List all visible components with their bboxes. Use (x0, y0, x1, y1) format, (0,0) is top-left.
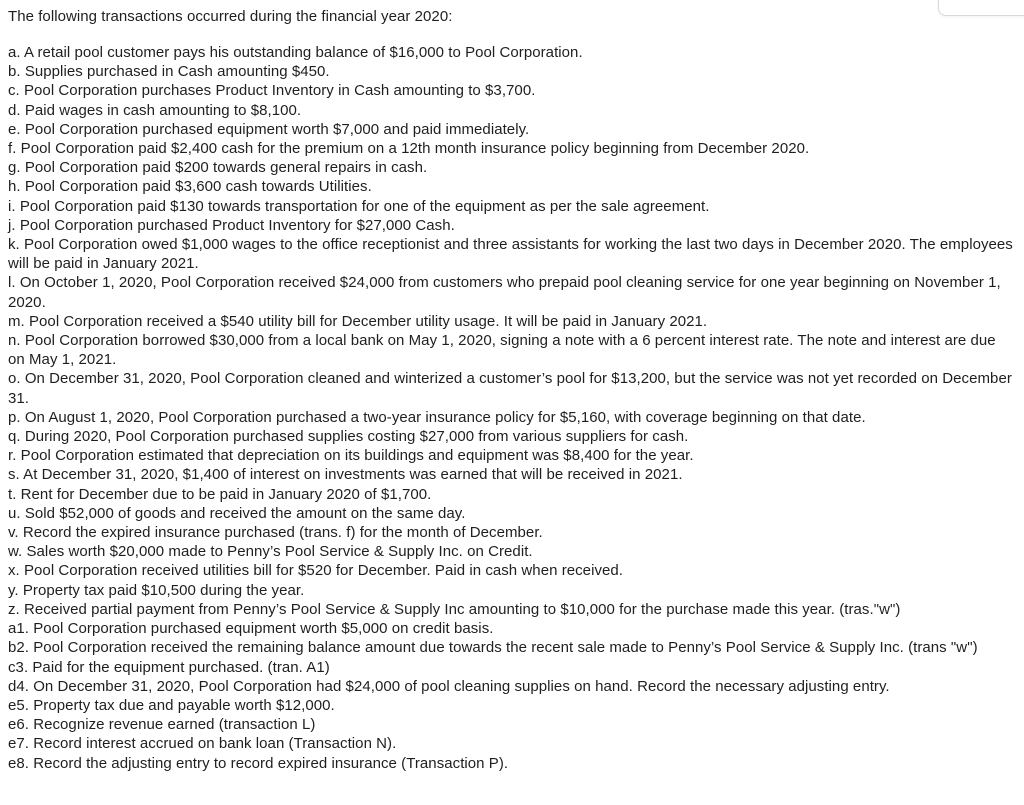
transaction-e8: e8. Record the adjusting entry to record expired insurance (Transaction P). (8, 754, 509, 772)
transaction-a: a. A retail pool customer pays his outstanding balance of $16,000 to Pool Corporation. (8, 44, 583, 61)
transaction-s: s. At December 31, 2020, $1,400 of interest on investments was earned that will be received in 2021. (8, 466, 683, 484)
transaction-z: z. Received partial payment from Penny’s Pool Service & Supply Inc amounting to $10,000 for the purchase made this year. (tras."w") (8, 600, 901, 618)
transaction-e5: e5. Property tax due and payable worth $12,000. (8, 696, 335, 714)
transaction-j: j. Pool Corporation purchased Product Inventory for $27,000 Cash. (8, 216, 455, 234)
transaction-n: n. Pool Corporation borrowed $30,000 from a local bank on May 1, 2020, signing a note with a 6 percent interest rate. The note and interest are due on May 1, 2021. (8, 332, 996, 369)
transaction-x: x. Pool Corporation received utilities bill for $520 for December. Paid in cash when received. (8, 562, 624, 580)
transaction-i: i. Pool Corporation paid $130 towards transportation for one of the equipment as per the sale agreement. (8, 197, 710, 215)
transaction-m: m. Pool Corporation received a $540 utility bill for December utility usage. It will be paid in January 2021. (8, 312, 708, 330)
transaction-o: o. On December 31, 2020, Pool Corporation cleaned and winterized a customer’s pool for $13,200, but the service was not yet recorded on December 31. (8, 370, 1012, 407)
transaction-b: b. Supplies purchased in Cash amounting $450. (8, 63, 330, 81)
transaction-e: e. Pool Corporation purchased equipment worth $7,000 and paid immediately. (8, 120, 530, 138)
transaction-b2: b2. Pool Corporation received the remaining balance amount due towards the recent sale made to Penny’s Pool Service & Supply Inc. (trans "w") (8, 639, 978, 657)
transaction-h: h. Pool Corporation paid $3,600 cash towards Utilities. (8, 178, 372, 196)
transaction-t: t. Rent for December due to be paid in January 2020 of $1,700. (8, 485, 432, 503)
transaction-l: l. On October 1, 2020, Pool Corporation received $24,000 from customers who prepaid pool cleaning service for one year beginning on November 1, 2020. (8, 274, 1001, 311)
transaction-e7: e7. Record interest accrued on bank loan (Transaction N). (8, 735, 397, 753)
transactions-document (8, 7, 1016, 773)
intro-text: The following transactions occurred during the financial year 2020: (8, 8, 453, 25)
transaction-r: r. Pool Corporation estimated that depreciation on its buildings and equipment was $8,400 for the year. (8, 447, 694, 465)
transaction-p: p. On August 1, 2020, Pool Corporation purchased a two-year insurance policy for $5,160, with coverage beginning on that date. (8, 408, 866, 426)
transaction-y: y. Property tax paid $10,500 during the year. (8, 581, 305, 599)
transaction-v: v. Record the expired insurance purchased (trans. f) for the month of December. (8, 524, 543, 542)
transaction-d4: d4. On December 31, 2020, Pool Corporation had $24,000 of pool cleaning supplies on hand. Record the necessary adjusting entry. (8, 677, 890, 695)
transaction-q: q. During 2020, Pool Corporation purchased supplies costing $27,000 from various suppliers for cash. (8, 428, 689, 446)
transaction-a1: a1. Pool Corporation purchased equipment worth $5,000 on credit basis. (8, 620, 494, 638)
transaction-w: w. Sales worth $20,000 made to Penny’s Pool Service & Supply Inc. on Credit. (8, 543, 533, 561)
transaction-e6: e6. Recognize revenue earned (transaction L) (8, 716, 316, 734)
transaction-c3: c3. Paid for the equipment purchased. (tran. A1) (8, 658, 330, 676)
transaction-list (8, 43, 1016, 773)
transaction-c: c. Pool Corporation purchases Product Inventory in Cash amounting to $3,700. (8, 82, 536, 100)
transaction-d: d. Paid wages in cash amounting to $8,100. (8, 101, 302, 119)
transaction-k: k. Pool Corporation owed $1,000 wages to the office receptionist and three assistants for working the last two days in December 2020. The employees will be paid in January 2021. (8, 236, 1013, 273)
transaction-f: f. Pool Corporation paid $2,400 cash for the premium on a 12th month insurance policy beginning from December 2020. (8, 140, 810, 158)
transaction-g: g. Pool Corporation paid $200 towards general repairs in cash. (8, 159, 428, 177)
transaction-u: u. Sold $52,000 of goods and received the amount on the same day. (8, 504, 466, 522)
